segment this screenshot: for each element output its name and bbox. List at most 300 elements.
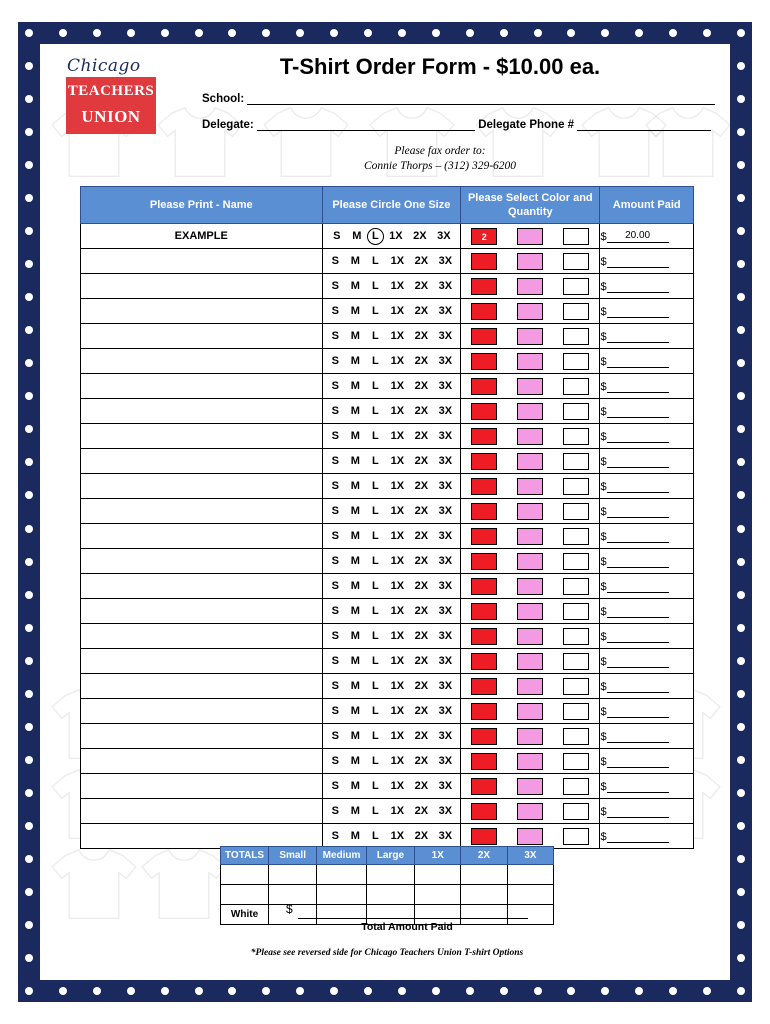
size-option-2x[interactable]: 2X — [414, 555, 429, 567]
size-option-m[interactable]: M — [350, 380, 360, 392]
row-name-input[interactable] — [81, 449, 323, 474]
row-name-input[interactable]: EXAMPLE — [81, 224, 323, 249]
row-name-input[interactable] — [81, 274, 323, 299]
size-option-l[interactable]: L — [371, 405, 379, 417]
qty-white-input[interactable] — [563, 328, 589, 345]
size-option-l[interactable]: L — [371, 705, 379, 717]
size-option-3x[interactable]: 3X — [438, 830, 453, 842]
size-option-3x[interactable]: 3X — [438, 780, 453, 792]
row-amount-input[interactable] — [607, 780, 669, 793]
qty-pink-input[interactable] — [517, 703, 543, 720]
qty-pink-input[interactable] — [517, 428, 543, 445]
totals-cell[interactable] — [415, 865, 461, 885]
row-size-options[interactable] — [322, 299, 461, 324]
size-option-3x[interactable]: 3X — [438, 680, 453, 692]
size-option-m[interactable]: M — [350, 455, 360, 467]
size-option-3x[interactable]: 3X — [438, 605, 453, 617]
size-option-s[interactable]: S — [331, 755, 339, 767]
row-name-input[interactable] — [81, 549, 323, 574]
size-option-1x[interactable]: 1X — [390, 455, 405, 467]
qty-red-input[interactable]: 2 — [471, 228, 497, 245]
size-option-l[interactable]: L — [371, 530, 379, 542]
size-option-s[interactable]: S — [331, 330, 339, 342]
size-option-2x[interactable]: 2X — [414, 605, 429, 617]
size-option-1x[interactable]: 1X — [390, 605, 405, 617]
size-option-1x[interactable]: 1X — [390, 305, 405, 317]
size-option-l[interactable]: L — [367, 228, 384, 245]
row-name-input[interactable] — [81, 649, 323, 674]
qty-pink-input[interactable] — [517, 828, 543, 845]
size-option-1x[interactable]: 1X — [390, 705, 405, 717]
size-option-s[interactable]: S — [331, 305, 339, 317]
size-option-s[interactable]: S — [331, 805, 339, 817]
size-option-l[interactable]: L — [371, 505, 379, 517]
size-option-3x[interactable]: 3X — [438, 530, 453, 542]
size-option-2x[interactable]: 2X — [414, 480, 429, 492]
size-option-2x[interactable]: 2X — [414, 805, 429, 817]
row-size-options[interactable] — [322, 699, 461, 724]
row-name-input[interactable] — [81, 374, 323, 399]
qty-white-input[interactable] — [563, 628, 589, 645]
qty-pink-input[interactable] — [517, 553, 543, 570]
delegate-input[interactable] — [257, 118, 475, 131]
row-amount-input[interactable] — [607, 655, 669, 668]
row-size-options[interactable] — [322, 824, 461, 849]
size-option-s[interactable]: S — [331, 355, 339, 367]
size-option-s[interactable]: S — [331, 605, 339, 617]
row-amount-input[interactable] — [607, 705, 669, 718]
size-option-2x[interactable]: 2X — [414, 530, 429, 542]
size-option-3x[interactable]: 3X — [438, 455, 453, 467]
qty-red-input[interactable] — [471, 253, 497, 270]
size-option-m[interactable]: M — [350, 580, 360, 592]
row-size-options[interactable] — [322, 499, 461, 524]
qty-white-input[interactable] — [563, 553, 589, 570]
row-size-options[interactable] — [322, 374, 461, 399]
qty-pink-input[interactable] — [517, 653, 543, 670]
qty-red-input[interactable] — [471, 553, 497, 570]
size-option-s[interactable]: S — [331, 730, 339, 742]
qty-red-input[interactable] — [471, 728, 497, 745]
row-amount-input[interactable] — [607, 405, 669, 418]
size-option-3x[interactable]: 3X — [438, 730, 453, 742]
row-name-input[interactable] — [81, 249, 323, 274]
qty-white-input[interactable] — [563, 753, 589, 770]
row-size-options[interactable] — [322, 599, 461, 624]
size-option-1x[interactable]: 1X — [390, 830, 405, 842]
row-size-options[interactable] — [322, 349, 461, 374]
qty-red-input[interactable] — [471, 803, 497, 820]
qty-red-input[interactable] — [471, 328, 497, 345]
row-amount-input[interactable] — [607, 755, 669, 768]
totals-cell[interactable] — [366, 885, 414, 905]
row-size-options[interactable] — [322, 549, 461, 574]
qty-white-input[interactable] — [563, 403, 589, 420]
row-size-options[interactable] — [322, 399, 461, 424]
row-name-input[interactable] — [81, 474, 323, 499]
row-name-input[interactable] — [81, 824, 323, 849]
size-option-l[interactable]: L — [371, 455, 379, 467]
qty-white-input[interactable] — [563, 428, 589, 445]
size-option-l[interactable]: L — [371, 305, 379, 317]
size-option-s[interactable]: S — [331, 380, 339, 392]
qty-white-input[interactable] — [563, 528, 589, 545]
size-option-l[interactable]: L — [371, 380, 379, 392]
size-option-3x[interactable]: 3X — [438, 805, 453, 817]
qty-white-input[interactable] — [563, 353, 589, 370]
row-amount-input[interactable] — [607, 280, 669, 293]
qty-red-input[interactable] — [471, 303, 497, 320]
row-amount-input[interactable] — [607, 530, 669, 543]
qty-white-input[interactable] — [563, 228, 589, 245]
size-option-3x[interactable]: 3X — [438, 280, 453, 292]
row-size-options[interactable] — [322, 424, 461, 449]
row-amount-input[interactable] — [607, 330, 669, 343]
size-option-2x[interactable]: 2X — [414, 280, 429, 292]
qty-red-input[interactable] — [471, 778, 497, 795]
totals-cell[interactable] — [461, 865, 507, 885]
size-option-s[interactable]: S — [331, 780, 339, 792]
size-option-1x[interactable]: 1X — [390, 380, 405, 392]
row-name-input[interactable] — [81, 574, 323, 599]
size-option-2x[interactable]: 2X — [414, 730, 429, 742]
size-option-1x[interactable]: 1X — [390, 505, 405, 517]
school-input[interactable] — [247, 92, 715, 105]
size-option-1x[interactable]: 1X — [390, 405, 405, 417]
qty-red-input[interactable] — [471, 628, 497, 645]
row-name-input[interactable] — [81, 349, 323, 374]
size-option-m[interactable]: M — [350, 555, 360, 567]
qty-pink-input[interactable] — [517, 228, 543, 245]
totals-cell[interactable] — [461, 885, 507, 905]
qty-red-input[interactable] — [471, 653, 497, 670]
qty-pink-input[interactable] — [517, 303, 543, 320]
size-option-3x[interactable]: 3X — [438, 505, 453, 517]
row-amount-input[interactable] — [607, 505, 669, 518]
size-option-l[interactable]: L — [371, 255, 379, 267]
delegate-phone-input[interactable] — [577, 118, 711, 131]
size-option-s[interactable]: S — [333, 229, 341, 242]
qty-white-input[interactable] — [563, 478, 589, 495]
size-option-s[interactable]: S — [331, 405, 339, 417]
size-option-l[interactable]: L — [371, 730, 379, 742]
row-name-input[interactable] — [81, 749, 323, 774]
qty-white-input[interactable] — [563, 728, 589, 745]
size-option-m[interactable]: M — [350, 480, 360, 492]
size-option-m[interactable]: M — [350, 680, 360, 692]
qty-pink-input[interactable] — [517, 278, 543, 295]
size-option-s[interactable]: S — [331, 530, 339, 542]
qty-white-input[interactable] — [563, 678, 589, 695]
size-option-1x[interactable]: 1X — [390, 280, 405, 292]
size-option-l[interactable]: L — [371, 755, 379, 767]
size-option-m[interactable]: M — [350, 730, 360, 742]
row-name-input[interactable] — [81, 399, 323, 424]
totals-cell[interactable] — [507, 865, 553, 885]
qty-pink-input[interactable] — [517, 678, 543, 695]
qty-white-input[interactable] — [563, 603, 589, 620]
size-option-3x[interactable]: 3X — [438, 555, 453, 567]
qty-pink-input[interactable] — [517, 803, 543, 820]
size-option-1x[interactable]: 1X — [390, 655, 405, 667]
qty-white-input[interactable] — [563, 303, 589, 320]
total-amount-input[interactable] — [298, 918, 528, 919]
totals-cell[interactable] — [415, 885, 461, 905]
qty-white-input[interactable] — [563, 253, 589, 270]
row-amount-input[interactable] — [607, 580, 669, 593]
size-option-1x[interactable]: 1X — [390, 805, 405, 817]
size-option-s[interactable]: S — [331, 480, 339, 492]
row-size-options[interactable] — [322, 449, 461, 474]
row-amount-input[interactable] — [607, 830, 669, 843]
row-name-input[interactable] — [81, 774, 323, 799]
size-option-l[interactable]: L — [371, 680, 379, 692]
size-option-m[interactable]: M — [350, 355, 360, 367]
qty-red-input[interactable] — [471, 678, 497, 695]
size-option-s[interactable]: S — [331, 680, 339, 692]
row-size-options[interactable] — [322, 274, 461, 299]
size-option-s[interactable]: S — [331, 705, 339, 717]
row-amount-input[interactable] — [607, 680, 669, 693]
size-option-2x[interactable]: 2X — [414, 255, 429, 267]
size-option-s[interactable]: S — [331, 655, 339, 667]
qty-white-input[interactable] — [563, 803, 589, 820]
size-option-s[interactable]: S — [331, 455, 339, 467]
qty-pink-input[interactable] — [517, 403, 543, 420]
qty-red-input[interactable] — [471, 828, 497, 845]
qty-pink-input[interactable] — [517, 753, 543, 770]
row-size-options[interactable] — [322, 624, 461, 649]
row-size-options[interactable] — [322, 774, 461, 799]
row-name-input[interactable] — [81, 724, 323, 749]
qty-pink-input[interactable] — [517, 378, 543, 395]
row-name-input[interactable] — [81, 799, 323, 824]
qty-pink-input[interactable] — [517, 328, 543, 345]
size-option-2x[interactable]: 2X — [414, 580, 429, 592]
size-option-2x[interactable]: 2X — [414, 830, 429, 842]
size-option-1x[interactable]: 1X — [389, 229, 403, 242]
size-option-2x[interactable]: 2X — [414, 755, 429, 767]
qty-pink-input[interactable] — [517, 578, 543, 595]
qty-red-input[interactable] — [471, 578, 497, 595]
row-amount-input[interactable] — [607, 805, 669, 818]
size-option-1x[interactable]: 1X — [390, 255, 405, 267]
row-size-options[interactable] — [322, 724, 461, 749]
size-option-2x[interactable]: 2X — [414, 680, 429, 692]
size-option-l[interactable]: L — [371, 480, 379, 492]
row-amount-input[interactable] — [607, 630, 669, 643]
qty-red-input[interactable] — [471, 428, 497, 445]
size-option-s[interactable]: S — [331, 430, 339, 442]
size-option-2x[interactable]: 2X — [414, 655, 429, 667]
row-amount-input[interactable] — [607, 355, 669, 368]
qty-red-input[interactable] — [471, 503, 497, 520]
qty-pink-input[interactable] — [517, 628, 543, 645]
size-option-2x[interactable]: 2X — [414, 330, 429, 342]
size-option-3x[interactable]: 3X — [438, 330, 453, 342]
size-option-3x[interactable]: 3X — [438, 430, 453, 442]
size-option-1x[interactable]: 1X — [390, 730, 405, 742]
size-option-m[interactable]: M — [350, 255, 360, 267]
size-option-3x[interactable]: 3X — [438, 405, 453, 417]
row-amount-input[interactable] — [607, 730, 669, 743]
qty-red-input[interactable] — [471, 278, 497, 295]
size-option-m[interactable]: M — [350, 630, 360, 642]
row-name-input[interactable] — [81, 599, 323, 624]
size-option-m[interactable]: M — [350, 655, 360, 667]
size-option-1x[interactable]: 1X — [390, 630, 405, 642]
size-option-s[interactable]: S — [331, 630, 339, 642]
qty-red-input[interactable] — [471, 528, 497, 545]
qty-pink-input[interactable] — [517, 453, 543, 470]
qty-red-input[interactable] — [471, 603, 497, 620]
size-option-2x[interactable]: 2X — [414, 455, 429, 467]
row-size-options[interactable] — [322, 474, 461, 499]
qty-pink-input[interactable] — [517, 253, 543, 270]
size-option-s[interactable]: S — [331, 505, 339, 517]
size-option-2x[interactable]: 2X — [414, 355, 429, 367]
size-option-3x[interactable]: 3X — [438, 705, 453, 717]
size-option-1x[interactable]: 1X — [390, 555, 405, 567]
size-option-l[interactable]: L — [371, 355, 379, 367]
size-option-2x[interactable]: 2X — [414, 780, 429, 792]
size-option-3x[interactable]: 3X — [438, 630, 453, 642]
size-option-m[interactable]: M — [352, 229, 362, 242]
size-option-s[interactable]: S — [331, 830, 339, 842]
size-option-m[interactable]: M — [350, 530, 360, 542]
size-option-m[interactable]: M — [350, 755, 360, 767]
totals-cell[interactable] — [366, 865, 414, 885]
totals-cell[interactable] — [269, 865, 317, 885]
qty-red-input[interactable] — [471, 453, 497, 470]
size-option-m[interactable]: M — [350, 330, 360, 342]
row-amount-input[interactable] — [607, 605, 669, 618]
row-size-options[interactable] — [322, 674, 461, 699]
size-option-3x[interactable]: 3X — [438, 305, 453, 317]
size-option-1x[interactable]: 1X — [390, 355, 405, 367]
row-size-options[interactable] — [322, 224, 461, 249]
qty-white-input[interactable] — [563, 278, 589, 295]
qty-red-input[interactable] — [471, 478, 497, 495]
size-option-m[interactable]: M — [350, 830, 360, 842]
qty-pink-input[interactable] — [517, 528, 543, 545]
row-size-options[interactable] — [322, 574, 461, 599]
size-option-l[interactable]: L — [371, 555, 379, 567]
size-option-3x[interactable]: 3X — [438, 480, 453, 492]
row-amount-input[interactable] — [607, 430, 669, 443]
row-size-options[interactable] — [322, 249, 461, 274]
size-option-3x[interactable]: 3X — [438, 355, 453, 367]
size-option-s[interactable]: S — [331, 255, 339, 267]
row-name-input[interactable] — [81, 499, 323, 524]
size-option-2x[interactable]: 2X — [414, 305, 429, 317]
size-option-2x[interactable]: 2X — [414, 430, 429, 442]
qty-red-input[interactable] — [471, 378, 497, 395]
size-option-l[interactable]: L — [371, 805, 379, 817]
size-option-l[interactable]: L — [371, 830, 379, 842]
qty-red-input[interactable] — [471, 753, 497, 770]
size-option-2x[interactable]: 2X — [414, 405, 429, 417]
qty-pink-input[interactable] — [517, 603, 543, 620]
size-option-1x[interactable]: 1X — [390, 330, 405, 342]
qty-white-input[interactable] — [563, 653, 589, 670]
qty-pink-input[interactable] — [517, 478, 543, 495]
size-option-s[interactable]: S — [331, 580, 339, 592]
row-amount-input[interactable] — [607, 555, 669, 568]
qty-white-input[interactable] — [563, 503, 589, 520]
row-name-input[interactable] — [81, 324, 323, 349]
qty-white-input[interactable] — [563, 778, 589, 795]
size-option-m[interactable]: M — [350, 805, 360, 817]
qty-white-input[interactable] — [563, 578, 589, 595]
size-option-m[interactable]: M — [350, 280, 360, 292]
qty-white-input[interactable] — [563, 828, 589, 845]
size-option-1x[interactable]: 1X — [390, 580, 405, 592]
qty-pink-input[interactable] — [517, 503, 543, 520]
size-option-3x[interactable]: 3X — [438, 655, 453, 667]
row-name-input[interactable] — [81, 299, 323, 324]
size-option-m[interactable]: M — [350, 305, 360, 317]
size-option-3x[interactable]: 3X — [437, 229, 451, 242]
size-option-2x[interactable]: 2X — [413, 229, 427, 242]
size-option-1x[interactable]: 1X — [390, 755, 405, 767]
size-option-s[interactable]: S — [331, 280, 339, 292]
qty-red-input[interactable] — [471, 703, 497, 720]
size-option-m[interactable]: M — [350, 405, 360, 417]
size-option-1x[interactable]: 1X — [390, 530, 405, 542]
row-size-options[interactable] — [322, 324, 461, 349]
qty-red-input[interactable] — [471, 403, 497, 420]
size-option-l[interactable]: L — [371, 330, 379, 342]
size-option-3x[interactable]: 3X — [438, 580, 453, 592]
row-amount-input[interactable] — [607, 380, 669, 393]
row-amount-input[interactable] — [607, 255, 669, 268]
qty-white-input[interactable] — [563, 378, 589, 395]
size-option-2x[interactable]: 2X — [414, 630, 429, 642]
size-option-l[interactable]: L — [371, 580, 379, 592]
qty-red-input[interactable] — [471, 353, 497, 370]
size-option-l[interactable]: L — [371, 780, 379, 792]
size-option-m[interactable]: M — [350, 605, 360, 617]
row-amount-input[interactable]: 20.00 — [607, 230, 669, 243]
qty-white-input[interactable] — [563, 703, 589, 720]
size-option-m[interactable]: M — [350, 505, 360, 517]
row-name-input[interactable] — [81, 699, 323, 724]
row-name-input[interactable] — [81, 524, 323, 549]
size-option-3x[interactable]: 3X — [438, 255, 453, 267]
size-option-m[interactable]: M — [350, 705, 360, 717]
size-option-1x[interactable]: 1X — [390, 480, 405, 492]
size-option-l[interactable]: L — [371, 630, 379, 642]
size-option-3x[interactable]: 3X — [438, 755, 453, 767]
row-size-options[interactable] — [322, 524, 461, 549]
size-option-m[interactable]: M — [350, 430, 360, 442]
qty-pink-input[interactable] — [517, 353, 543, 370]
size-option-1x[interactable]: 1X — [390, 680, 405, 692]
row-amount-input[interactable] — [607, 480, 669, 493]
size-option-l[interactable]: L — [371, 280, 379, 292]
qty-pink-input[interactable] — [517, 728, 543, 745]
row-name-input[interactable] — [81, 674, 323, 699]
size-option-2x[interactable]: 2X — [414, 380, 429, 392]
size-option-3x[interactable]: 3X — [438, 380, 453, 392]
row-size-options[interactable] — [322, 799, 461, 824]
size-option-l[interactable]: L — [371, 430, 379, 442]
totals-cell[interactable] — [317, 865, 367, 885]
size-option-m[interactable]: M — [350, 780, 360, 792]
totals-cell[interactable] — [507, 885, 553, 905]
size-option-l[interactable]: L — [371, 605, 379, 617]
